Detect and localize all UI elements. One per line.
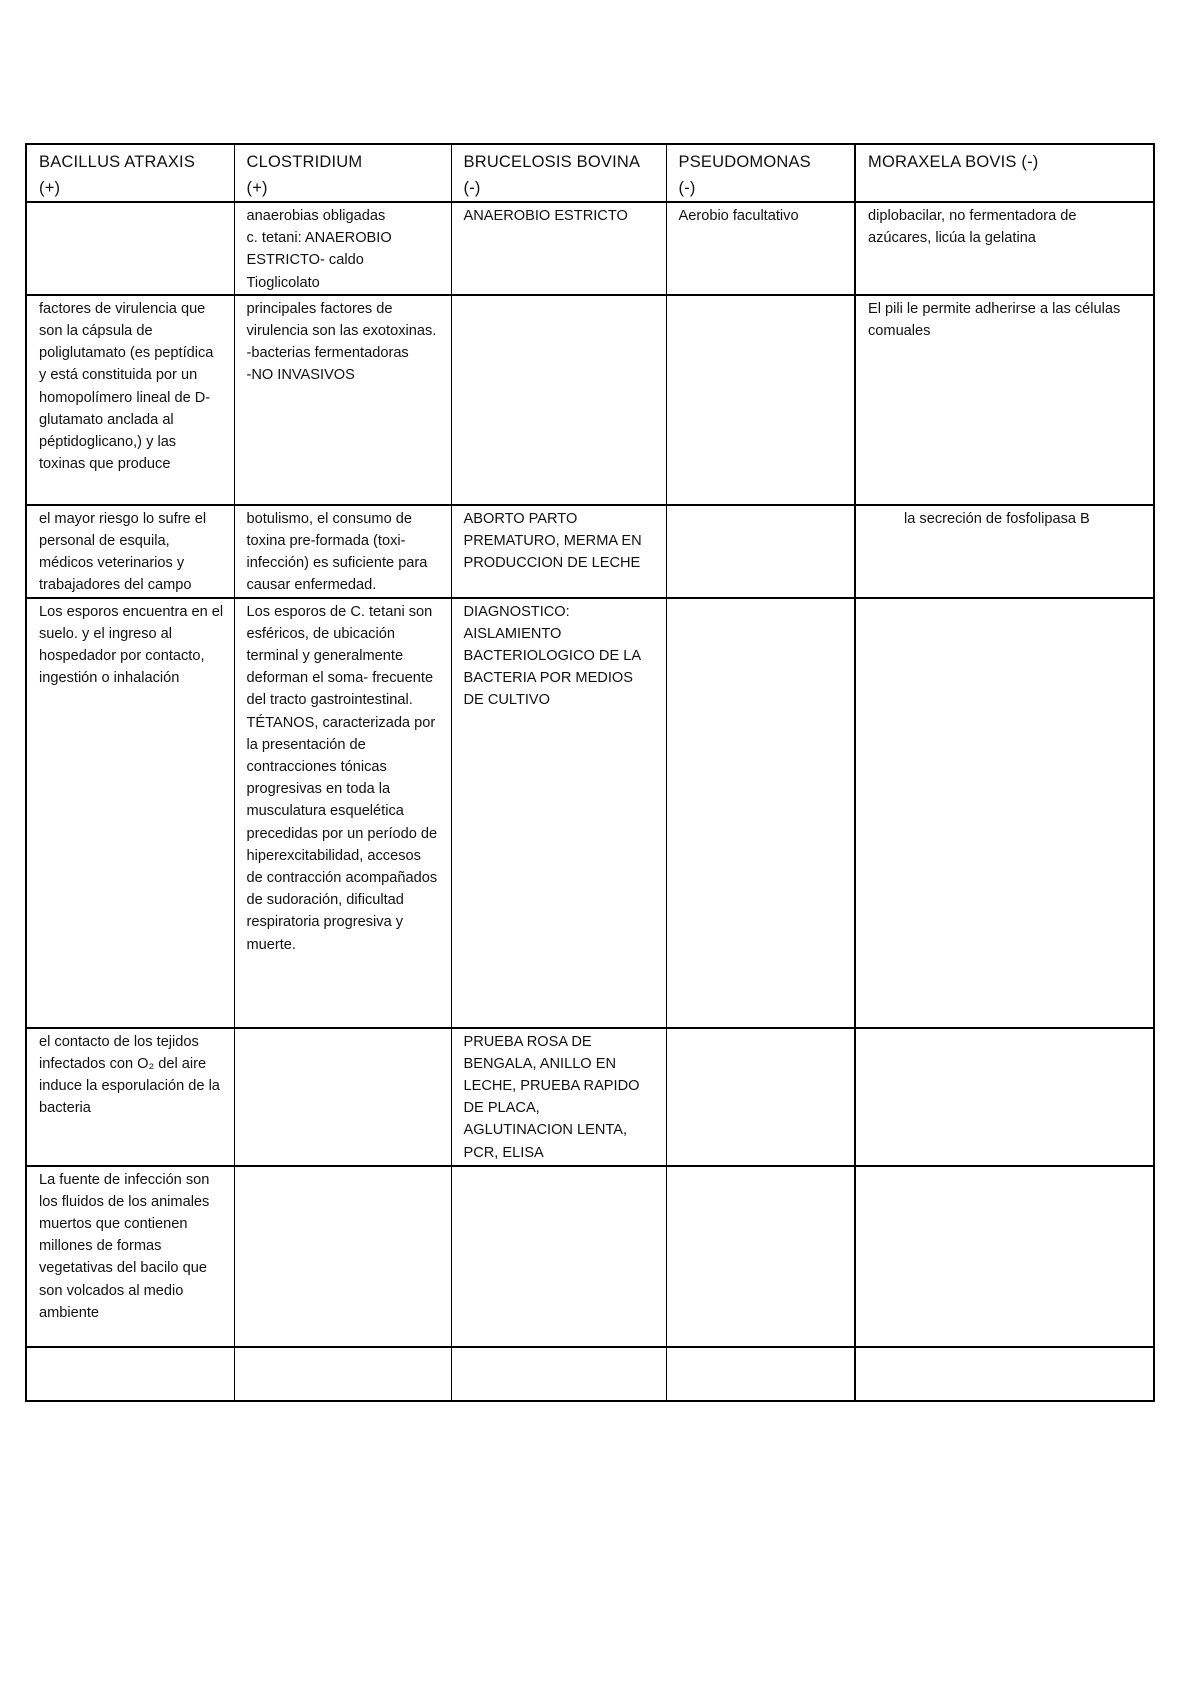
table-cell — [666, 598, 855, 1028]
table-cell: DIAGNOSTICO: AISLAMIENTO BACTERIOLOGICO DE LA BACTERIA POR MEDIOS DE CULTIVO — [451, 598, 666, 1028]
table-cell: La fuente de infección son los fluidos de los animales muertos que contienen millones de formas vegetativas del bacilo que son volcados al medio ambiente — [26, 1166, 234, 1347]
table-row — [26, 1166, 1154, 1347]
table-cell — [451, 295, 666, 505]
table-cell: anaerobias obligadas c. tetani: ANAEROBIO ESTRICTO- caldo Tioglicolato — [234, 202, 451, 295]
table-cell — [234, 1166, 451, 1347]
table-row — [26, 295, 1154, 505]
header-cell: BACILLUS ATRAXIS (+) — [26, 144, 234, 202]
table-cell: botulismo, el consumo de toxina pre-formada (toxi-infección) es suficiente para causar enfermedad. — [234, 505, 451, 598]
table-cell: Los esporos encuentra en el suelo. y el ingreso al hospedador por contacto, ingestión o inhalación — [26, 598, 234, 1028]
table-cell — [855, 1028, 1154, 1166]
table-cell: factores de virulencia que son la cápsula de poliglutamato (es peptídica y está constituida por un homopolímero lineal de D-glutamato anclada al péptidoglicano,) y las toxinas que produce — [26, 295, 234, 505]
comparison-table — [25, 143, 1155, 1402]
table-cell: El pili le permite adherirse a las células comuales — [855, 295, 1154, 505]
table-header-row — [26, 144, 1154, 202]
table-row — [26, 598, 1154, 1028]
header-cell: PSEUDOMONAS (-) — [666, 144, 855, 202]
table-row — [26, 202, 1154, 295]
table-cell: el mayor riesgo lo sufre el personal de esquila, médicos veterinarios y trabajadores del campo — [26, 505, 234, 598]
table-cell — [26, 202, 234, 295]
table-cell — [26, 1347, 234, 1401]
table-cell — [234, 1347, 451, 1401]
table-cell — [855, 1347, 1154, 1401]
header-cell: CLOSTRIDIUM (+) — [234, 144, 451, 202]
header-cell: BRUCELOSIS BOVINA (-) — [451, 144, 666, 202]
table-cell — [451, 1166, 666, 1347]
table-cell: principales factores de virulencia son las exotoxinas. -bacterias fermentadoras -NO INVASIVOS — [234, 295, 451, 505]
table-cell — [666, 1166, 855, 1347]
table-cell: Aerobio facultativo — [666, 202, 855, 295]
table-cell: PRUEBA ROSA DE BENGALA, ANILLO EN LECHE, PRUEBA RAPIDO DE PLACA, AGLUTINACION LENTA, PCR, ELISA — [451, 1028, 666, 1166]
table-cell: ANAEROBIO ESTRICTO — [451, 202, 666, 295]
table-cell — [666, 1347, 855, 1401]
table-row — [26, 505, 1154, 598]
table-cell — [666, 295, 855, 505]
table-cell — [666, 505, 855, 598]
table-cell: el contacto de los tejidos infectados con O₂ del aire induce la esporulación de la bacteria — [26, 1028, 234, 1166]
table-row — [26, 1347, 1154, 1401]
table-cell — [666, 1028, 855, 1166]
table-cell — [451, 1347, 666, 1401]
table-cell — [855, 1166, 1154, 1347]
table-cell — [855, 598, 1154, 1028]
table-cell — [234, 1028, 451, 1166]
table-cell: Los esporos de C. tetani son esféricos, de ubicación terminal y generalmente deforman el soma- frecuente del tracto gastrointestinal. TÉTANOS, caracterizada por la presentación de contracciones tónicas progresivas en toda la musculatura esquelética precedidas por un período de hiperexcitabilidad, accesos de contracción acompañados de sudoración, dificultad respiratoria progresiva y muerte. — [234, 598, 451, 1028]
table-cell: la secreción de fosfolipasa B — [855, 505, 1154, 598]
table-row — [26, 1028, 1154, 1166]
table-cell: diplobacilar, no fermentadora de azúcares, licúa la gelatina — [855, 202, 1154, 295]
header-cell: MORAXELA BOVIS (-) — [855, 144, 1154, 202]
table-cell: ABORTO PARTO PREMATURO, MERMA EN PRODUCCION DE LECHE — [451, 505, 666, 598]
